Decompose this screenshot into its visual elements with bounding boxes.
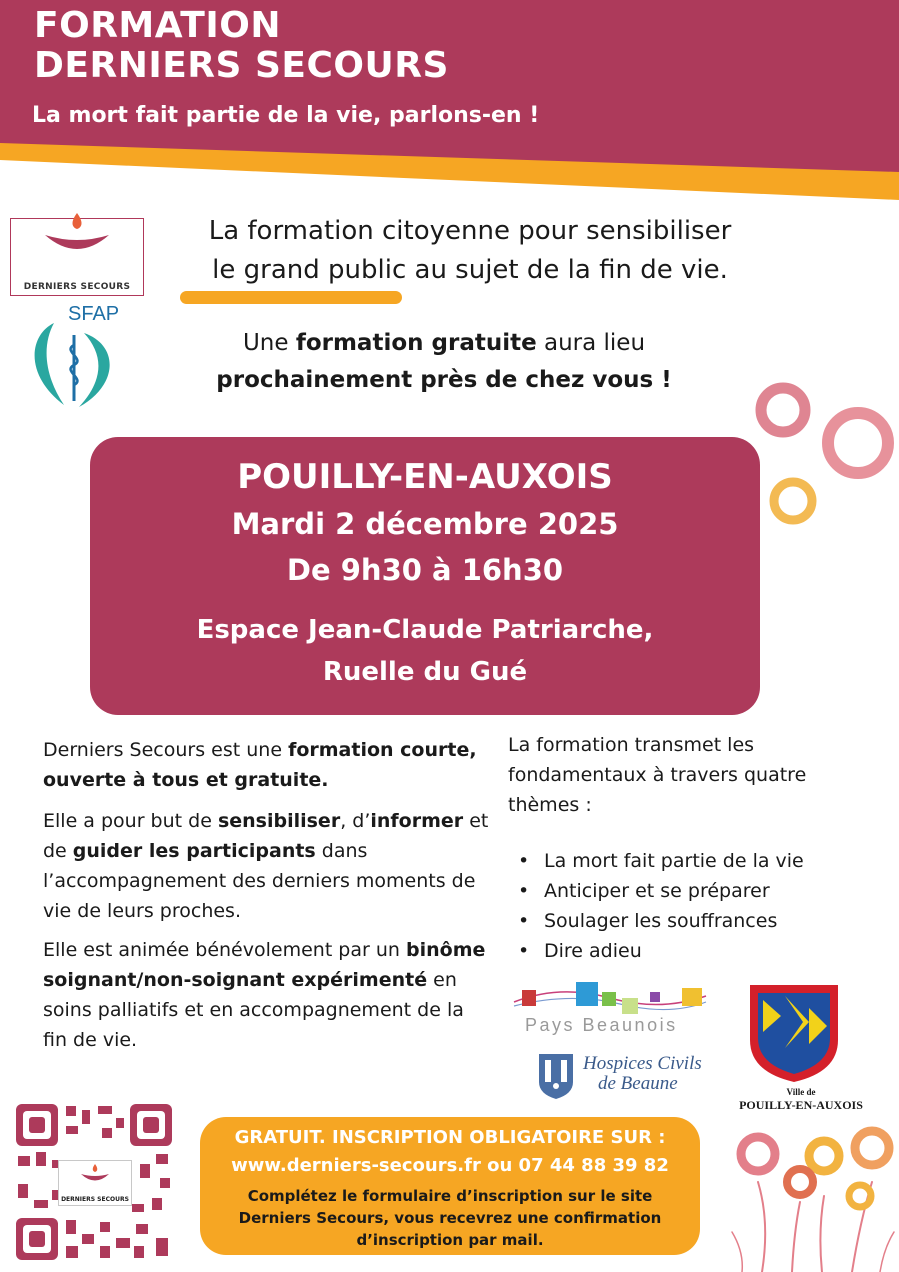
- p1-bold: formation courte, ouverte à tous et gratuite.: [43, 739, 477, 791]
- registration-contact[interactable]: www.derniers-secours.fr ou 07 44 88 39 82: [231, 1155, 669, 1176]
- decorative-circles-top: [745, 375, 899, 535]
- p2-text-d: dans l’accompagnement des derniers moments de vie de leurs proches.: [43, 840, 476, 922]
- event-time: De 9h30 à 16h30: [286, 553, 564, 587]
- sfap-logo-label: SFAP: [68, 303, 120, 325]
- p3-text-b: en soins palliatifs et en accompagnement de la fin de vie.: [43, 969, 464, 1051]
- p3-bold: binôme soignant/non-soignant expérimenté: [43, 939, 486, 991]
- lamp-icon: [41, 211, 113, 261]
- intro-line2: le grand public au sujet de la fin de vie.: [212, 255, 728, 285]
- description-paragraph-3: [43, 935, 493, 1055]
- p2-bold-b: informer: [370, 810, 464, 832]
- event-street: Ruelle du Gué: [322, 657, 528, 687]
- p1-text: Derniers Secours est une: [43, 739, 289, 761]
- p3-text-a: Elle est animée bénévolement par un: [43, 939, 406, 961]
- pays-beaunois-label: Pays Beaunois: [525, 1015, 678, 1035]
- derniers-secours-logo: [10, 218, 144, 296]
- registration-box: [200, 1117, 700, 1255]
- hospices-shield-icon: [537, 1052, 575, 1100]
- qr-logo-label: DERNIERS SECOURS: [61, 1196, 129, 1203]
- registration-heading: GRATUIT. INSCRIPTION OBLIGATOIRE SUR :: [234, 1127, 666, 1148]
- hospices-label-line2: de Beaune: [598, 1073, 678, 1094]
- event-date: Mardi 2 décembre 2025: [231, 507, 619, 541]
- ville-name-label: POUILLY-EN-AUXOIS: [739, 1098, 863, 1112]
- description-paragraph-2: [43, 806, 493, 926]
- hospices-label-line1: Hospices Civils: [583, 1053, 702, 1074]
- theme-item: • Anticiper et se préparer: [518, 876, 804, 906]
- ville-de-label: Ville de: [786, 1087, 816, 1097]
- p2-text-c: et de: [43, 810, 489, 862]
- derniers-secours-logo-label: DERNIERS SECOURS: [23, 282, 131, 292]
- p2-bold-c: guider les participants: [72, 840, 316, 862]
- p2-text-b: , d’: [340, 810, 371, 832]
- qr-center-logo: [58, 1160, 132, 1206]
- themes-list: [518, 846, 804, 966]
- page-title-line1: FORMATION: [34, 5, 281, 46]
- event-place: Espace Jean-Claude Patriarche,: [196, 615, 654, 645]
- free-training-bold: formation gratuite: [295, 330, 537, 356]
- theme-item: • La mort fait partie de la vie: [518, 846, 804, 876]
- event-city: POUILLY-EN-AUXOIS: [237, 457, 613, 497]
- free-training-line1: [134, 330, 754, 356]
- decorative-flowers-bottom: [722, 1122, 899, 1272]
- page-title-line2: DERNIERS SECOURS: [34, 45, 449, 86]
- highlight-underline: [180, 291, 402, 304]
- city-crest-icon: [747, 982, 841, 1084]
- free-training-post: aura lieu: [536, 330, 646, 356]
- lamp-icon: [79, 1163, 111, 1187]
- themes-intro: La formation transmet les fondamentaux à travers quatre thèmes :: [508, 734, 807, 816]
- theme-item: • Dire adieu: [518, 936, 804, 966]
- p2-bold-a: sensibiliser: [217, 810, 341, 832]
- page-subtitle: La mort fait partie de la vie, parlons-en !: [32, 103, 540, 128]
- p2-text-a: Elle a pour but de: [43, 810, 218, 832]
- theme-item: • Soulager les souffrances: [518, 906, 804, 936]
- free-training-pre: Une: [242, 330, 296, 356]
- free-training-line2: prochainement près de chez vous !: [216, 367, 672, 393]
- event-details-box: [90, 437, 760, 715]
- description-paragraph-1: [43, 735, 493, 795]
- registration-instructions: Complétez le formulaire d’inscription sur le site Derniers Secours, vous recevrez une confirmation d’inscription par mail.: [238, 1187, 662, 1249]
- intro-line1: La formation citoyenne pour sensibiliser: [208, 216, 732, 246]
